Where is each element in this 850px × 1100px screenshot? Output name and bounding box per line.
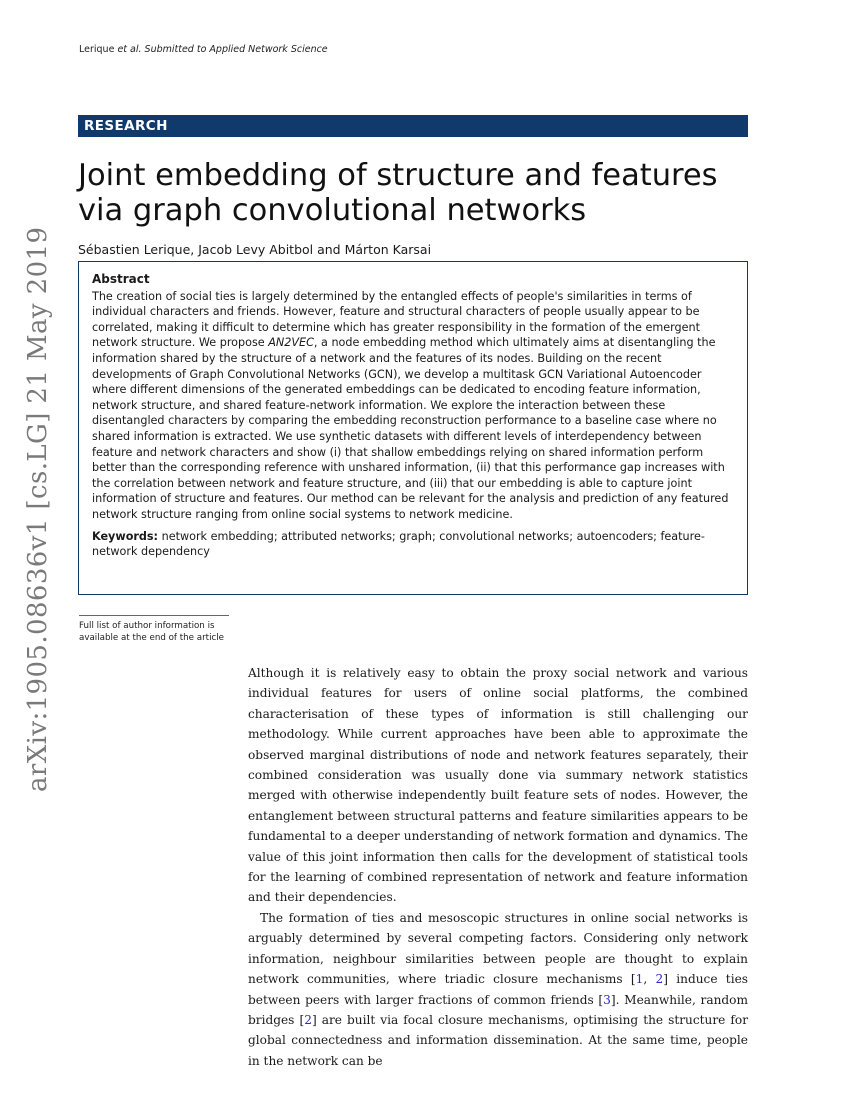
body-paragraph-2 xyxy=(248,908,748,1071)
method-name: AN2VEC xyxy=(268,336,314,350)
abstract-text-part1: The creation of social ties is largely determined by the entangled effects of people's similarities in terms of individual characters and friends. However, feature and structural characters of people usually appear to be correlated, making it difficult to determine which has greater responsibility in the formation of the emergent network structure. We propose xyxy=(92,289,701,350)
p2-text-a: The formation of ties and mesoscopic structures in online social networks is arguably determined by several competing factors. Considering only network information, neighbour similarities between people are thought to explain network communities, where triadic closure mechanisms [ xyxy=(248,910,748,987)
body-text xyxy=(248,663,748,1071)
footnote-divider xyxy=(79,615,229,616)
running-header xyxy=(79,44,328,55)
citation-link[interactable]: 1 xyxy=(635,972,644,987)
header-author: Lerique xyxy=(79,44,118,55)
section-label-bar xyxy=(78,115,748,137)
citation-link[interactable]: 3 xyxy=(603,992,611,1007)
p2-sep: , xyxy=(643,972,656,987)
citation-link[interactable]: 2 xyxy=(304,1012,312,1027)
body-paragraph-1: Although it is relatively easy to obtain the proxy social network and various individual features for users of online social platforms, the combined characterisation of these types of information is still challenging our methodology. While current approaches have been able to approximate the observed marginal distributions of node and network features separately, their combined consideration was usually done via summary network statistics merged with otherwise independently built feature sets of nodes. However, the entanglement between structural patterns and feature similarities appears to be fundamental to a deeper understanding of network formation and dynamics. The value of this joint information then calls for the development of statistical tools for the learning of combined representation of network and feature information and their dependencies. xyxy=(248,666,748,905)
keywords-text: network embedding; attributed networks; graph; convolutional networks; autoencoders; feature-network dependency xyxy=(92,529,705,559)
abstract-text xyxy=(92,289,735,523)
keywords-label: Keywords: xyxy=(92,529,159,543)
p2-text-b: ] induce ties between peers with larger fractions of common friends [ xyxy=(248,972,748,1007)
p2-text-d: ] are built via focal closure mechanisms, optimising the structure for global connectedness and information dissemination. At the same time, people in the network can be xyxy=(248,1012,748,1068)
header-venue: Submitted to Applied Network Science xyxy=(141,44,328,55)
paper-title: Joint embedding of structure and features via graph convolutional networks xyxy=(78,158,718,228)
header-etal: et al. xyxy=(117,44,142,55)
arxiv-side-stamp: arXiv:1905.08636v1 [cs.LG] 21 May 2019 xyxy=(23,226,53,792)
abstract-text-part2: , a node embedding method which ultimately aims at disentangling the information shared by the structure of a network and the features of its nodes. Building on the recent developments of Graph Convolutional Networks (GCN), we develop a multitask GCN Variational Autoencoder where different dimensions of the generated embeddings can be dedicated to encoding feature information, network structure, and shared feature-network information. We explore the interaction between these disentangled characters by comparing the embedding reconstruction performance to a baseline case where no shared information is extracted. We use synthetic datasets with different levels of interdependency between feature and network characters and show (i) that shallow embeddings relying on shared information perform better than the corresponding reference with unshared information, (ii) that this performance gap increases with the correlation between network and feature structure, and (iii) that our embedding is able to capture joint information of structure and features. Our method can be relevant for the analysis and prediction of any featured network structure ranging from online social systems to network medicine. xyxy=(92,336,729,521)
keywords xyxy=(92,529,735,560)
p2-text-c: ]. Meanwhile, random bridges [ xyxy=(248,992,748,1027)
abstract-heading: Abstract xyxy=(92,272,150,286)
citation-link[interactable]: 2 xyxy=(655,972,664,987)
abstract-box xyxy=(78,261,748,595)
author-info-footnote: Full list of author information is available at the end of the article xyxy=(79,621,225,643)
section-label: RESEARCH xyxy=(84,118,168,134)
author-list: Sébastien Lerique, Jacob Levy Abitbol and Márton Karsai xyxy=(78,242,432,257)
